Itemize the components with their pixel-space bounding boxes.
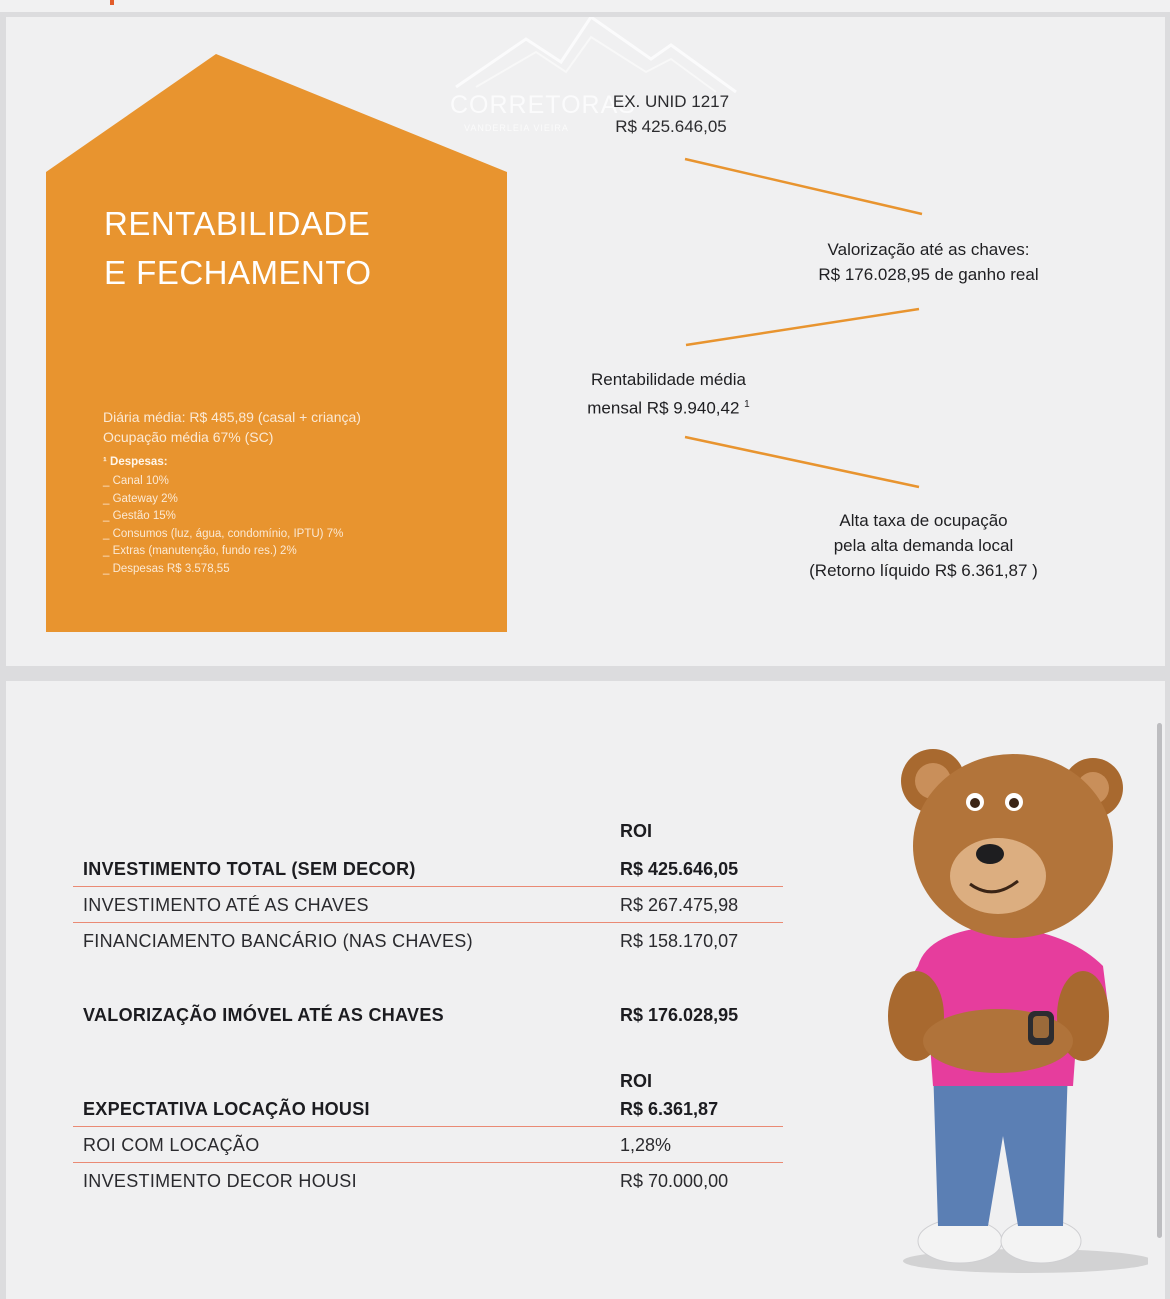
unid-label: EX. UNID 1217 bbox=[612, 92, 730, 111]
table-row-valorizacao bbox=[73, 997, 783, 1033]
despesa-item: _ Gateway 2% bbox=[103, 492, 178, 505]
slide-roi-table bbox=[6, 681, 1165, 1299]
table-row bbox=[73, 1163, 783, 1199]
top-accent-mark bbox=[110, 0, 114, 5]
ocup-line-2: pela alta demanda local bbox=[833, 536, 1014, 555]
despesa-item: _ Gestão 15% bbox=[103, 510, 176, 522]
row-value: R$ 6.361,87 bbox=[620, 1099, 719, 1119]
table-row bbox=[73, 851, 783, 887]
watermark-text: CORRETORAS bbox=[450, 91, 636, 119]
footnote-marker: 1 bbox=[744, 399, 750, 410]
table-row bbox=[73, 1091, 783, 1127]
title-line-2: E FECHAMENTO bbox=[104, 254, 372, 291]
valorizacao-note bbox=[781, 237, 1076, 287]
table-row bbox=[73, 1127, 783, 1163]
row-label: VALORIZAÇÃO IMÓVEL ATÉ AS CHAVES bbox=[83, 1005, 444, 1025]
table-row bbox=[73, 887, 783, 923]
roi-header-2: ROI bbox=[620, 1071, 653, 1091]
row-label: FINANCIAMENTO BANCÁRIO (NAS CHAVES) bbox=[83, 931, 473, 951]
row-value: R$ 425.646,05 bbox=[620, 859, 739, 879]
row-value: R$ 70.000,00 bbox=[620, 1171, 729, 1191]
slide-rentabilidade bbox=[6, 17, 1165, 666]
rent-line-1: Rentabilidade média bbox=[591, 370, 746, 389]
connector-line-1 bbox=[685, 159, 922, 214]
teddy-bear-mascot bbox=[878, 716, 1148, 1276]
despesas-title: ¹ Despesas: bbox=[103, 456, 168, 468]
row-label: EXPECTATIVA LOCAÇÃO HOUSI bbox=[83, 1099, 370, 1119]
title-line-1: RENTABILIDADE bbox=[104, 205, 371, 242]
despesa-item: _ Despesas R$ 3.578,55 bbox=[103, 562, 230, 575]
row-value: R$ 176.028,95 bbox=[620, 1005, 739, 1025]
ocupacao-note bbox=[776, 508, 1071, 583]
row-value: R$ 267.475,98 bbox=[620, 895, 739, 915]
unid-value: R$ 425.646,05 bbox=[615, 117, 727, 136]
row-label: ROI COM LOCAÇÃO bbox=[83, 1135, 260, 1155]
top-page-sliver bbox=[0, 0, 1170, 12]
diaria-media: Diária média: R$ 485,89 (casal + criança) bbox=[103, 409, 361, 425]
row-value: 1,28% bbox=[620, 1135, 672, 1155]
valoriz-line-1: Valorização até as chaves: bbox=[827, 240, 1030, 259]
ocupacao-media: Ocupação média 67% (SC) bbox=[103, 429, 274, 445]
ocup-line-3: (Retorno líquido R$ 6.361,87 ) bbox=[809, 561, 1038, 580]
row-label: INVESTIMENTO ATÉ AS CHAVES bbox=[83, 895, 369, 915]
rentabilidade-note bbox=[551, 367, 786, 421]
connector-line-3 bbox=[685, 437, 919, 487]
unid-example bbox=[571, 89, 771, 139]
row-value: R$ 158.170,07 bbox=[620, 931, 739, 951]
despesa-item: _ Consumos (luz, água, condomínio, IPTU) 7% bbox=[103, 527, 344, 540]
table-row bbox=[73, 923, 783, 959]
row-label: INVESTIMENTO TOTAL (SEM DECOR) bbox=[83, 859, 416, 879]
ocup-line-1: Alta taxa de ocupação bbox=[839, 511, 1008, 530]
valoriz-line-2: R$ 176.028,95 de ganho real bbox=[818, 265, 1039, 284]
row-label: INVESTIMENTO DECOR HOUSI bbox=[83, 1171, 357, 1191]
scrollbar[interactable] bbox=[1157, 723, 1162, 1238]
rent-line-2-wrap bbox=[551, 392, 786, 421]
watermark-subtext: VANDERLEIA VIEIRA bbox=[464, 123, 569, 133]
rent-line-2: mensal R$ 9.940,42 bbox=[587, 398, 740, 418]
despesa-item: _ Canal 10% bbox=[103, 475, 169, 487]
despesa-item: _ Extras (manutenção, fundo res.) 2% bbox=[103, 545, 297, 557]
connector-line-2 bbox=[686, 309, 919, 345]
roi-header-1: ROI bbox=[620, 821, 653, 841]
